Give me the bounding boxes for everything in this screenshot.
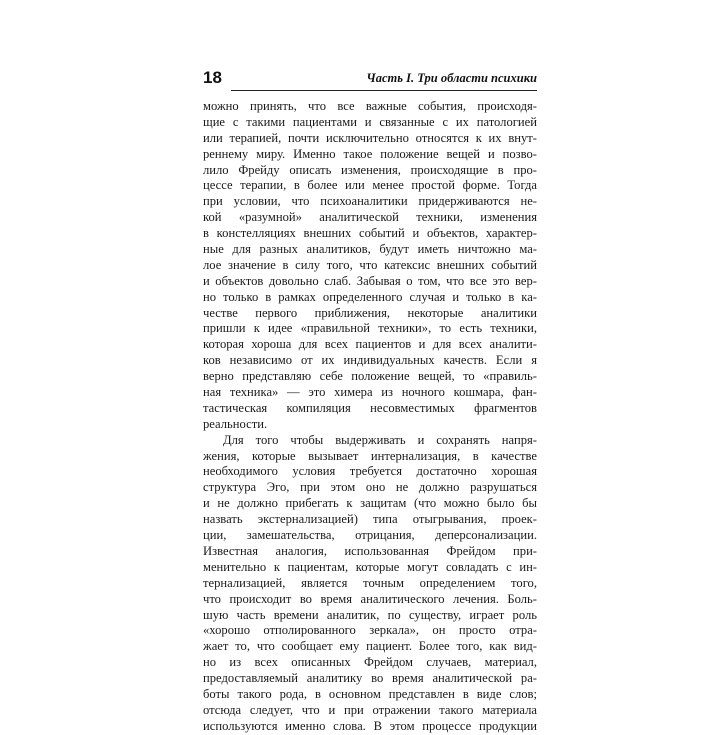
text-line: ные для разных аналитиков, будут иметь ничтожно ма- <box>203 242 537 257</box>
text-line: в констелляциях внешних событий и объектов, характер- <box>203 226 537 241</box>
text-line: реннему миру. Именно такое положение вещей и позво- <box>203 146 537 161</box>
text-line: назвать экстернализацией) типа отыгрывания, проек- <box>203 512 537 527</box>
page-header <box>203 64 537 94</box>
text-line: структура Эго, при этом оно не должно разрушаться <box>203 480 537 495</box>
text-line: кой «разумной» аналитической техники, изменения <box>203 210 537 225</box>
text-line: можно принять, что все важные события, происходя- <box>203 99 537 113</box>
text-line: менительно к пациентам, которые могут совладать с ин- <box>203 559 537 574</box>
text-line: реальности. <box>203 416 268 431</box>
text-line: но из всех описанных Фрейдом случаев, материал, <box>203 655 537 670</box>
running-head: Часть I. Три области психики <box>366 71 537 85</box>
text-line: ная техника» — это химера из ночного кошмара, фан- <box>203 385 537 400</box>
text-line: тастическая компиляция несовместимых фрагментов <box>203 400 537 415</box>
text-line: щие с такими пациентами и связанные с их патологией <box>203 114 537 129</box>
text-line: которая хороша для всех пациентов и для всех аналити- <box>203 337 537 352</box>
text-line: лое значение в силу того, что катексис внешних событий <box>203 257 537 272</box>
text-line: тернализацией, является точным определением того, <box>203 575 537 590</box>
text-line: ции, замешательства, отрицания, деперсонализации. <box>203 528 537 543</box>
text-line: и не должно прибегать к защитам (что можно было бы <box>203 496 537 511</box>
text-line: или терапией, почти исключительно относятся к их внут- <box>203 130 537 145</box>
text-line: боты такого рода, в основном представлен в виде слов; <box>203 686 537 701</box>
text-line: жает то, что сообщает ему пациент. Более того, как вид- <box>203 639 537 654</box>
text-line: необходимого условия требуется достаточно хорошая <box>203 464 537 479</box>
text-line: пришли к идее «правильной техники», то есть техники, <box>203 321 537 336</box>
text-line: жения, которые вызывает интернализация, в качестве <box>203 448 537 463</box>
text-line: используются именно слова. В этом процессе продукции <box>203 718 537 733</box>
text-line: шую часть времени аналитик, по существу, играет роль <box>203 607 537 622</box>
text-line: и объектов довольно слаб. Забывая о том, что все это вер- <box>203 273 537 288</box>
text-line: ков независимо от их индивидуальных качеств. Если я <box>203 353 537 368</box>
text-line: Известная аналогия, использованная Фрейдом при- <box>203 543 537 558</box>
body-text <box>203 99 537 735</box>
text-line: отсюда следует, что и при отражении такого материала <box>203 702 537 717</box>
page-number: 18 <box>203 68 222 87</box>
text-line: лило Фрейду описать изменения, происходящие в про- <box>203 162 537 177</box>
text-line: что происходит во время аналитического лечения. Боль- <box>203 591 537 606</box>
text-line: предоставляемый аналитику во время аналитической ра- <box>203 671 537 686</box>
text-line: Для того чтобы выдерживать и сохранять напря- <box>223 432 537 447</box>
text-line: честве первого приближения, некоторые аналитики <box>203 305 537 320</box>
text-line: верно представляю себе положение вещей, то «правиль- <box>203 369 537 384</box>
text-line: при условии, что психоаналитики придерживаются не- <box>203 194 537 209</box>
header-rule <box>231 90 537 91</box>
text-line: цессе терапии, в более или менее простой форме. Тогда <box>203 178 537 193</box>
text-line: но только в рамках определенного случая и только в ка- <box>203 289 537 304</box>
text-line: «хорошо отполированного зеркала», он просто отра- <box>203 623 537 638</box>
